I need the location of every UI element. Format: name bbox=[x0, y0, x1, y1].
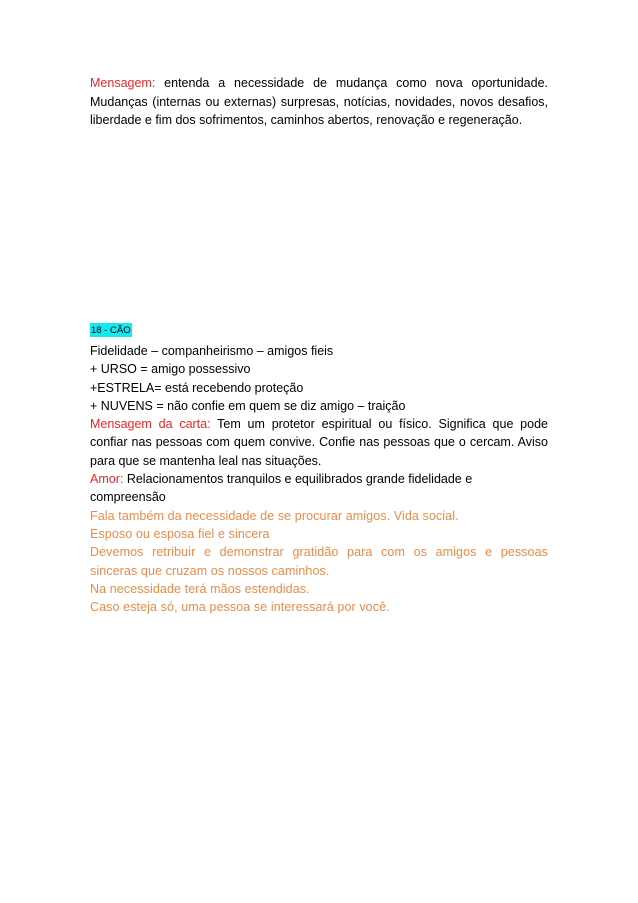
card-18-section bbox=[90, 322, 548, 616]
extra-note: Fala também da necessidade de se procurar amigos. Vida social. bbox=[90, 508, 459, 523]
extra-note: Esposo ou esposa fiel e sincera bbox=[90, 526, 270, 541]
love-body: Relacionamentos tranquilos e equilibrados grande fidelidade e compreensão bbox=[90, 472, 473, 505]
card-heading: 18 - CÃO bbox=[91, 325, 131, 336]
card-love bbox=[90, 470, 548, 507]
message-label: Mensagem da carta: bbox=[90, 417, 211, 432]
extra-note: Devemos retribuir e demonstrar gratidão para com os amigos e pessoas sinceras que cruzam os nossos caminhos. bbox=[90, 545, 548, 578]
message-body: Tem um protetor espiritual ou físico. Significa que pode confiar nas pessoas com quem convive. Confie nas pessoas que o cercam. Aviso para que se mantenha leal nas situações. bbox=[90, 417, 548, 468]
love-label: Amor: bbox=[90, 472, 124, 487]
card-extra-notes bbox=[90, 507, 548, 617]
intro-label: Mensagem: bbox=[90, 76, 156, 90]
card-line: +ESTRELA= está recebendo proteção bbox=[90, 380, 304, 395]
card-line: + NUVENS = não confie em quem se diz amigo – traição bbox=[90, 398, 406, 413]
intro-text bbox=[90, 74, 548, 130]
card-line: + URSO = amigo possessivo bbox=[90, 362, 251, 377]
card-message bbox=[90, 415, 548, 470]
card-line: Fidelidade – companheirismo – amigos fieis bbox=[90, 344, 334, 358]
intro-body: entenda a necessidade de mudança como nova oportunidade. Mudanças (internas ou externas) surpresas, notícias, novidades, novos desafios, liberdade e fim dos sofrimentos, caminhos abertos, renovação e regeneração. bbox=[90, 76, 548, 127]
intro-paragraph bbox=[90, 74, 548, 130]
extra-note: Na necessidade terá mãos estendidas. bbox=[90, 581, 310, 596]
extra-note: Caso esteja só, uma pessoa se interessará por você. bbox=[90, 600, 390, 615]
